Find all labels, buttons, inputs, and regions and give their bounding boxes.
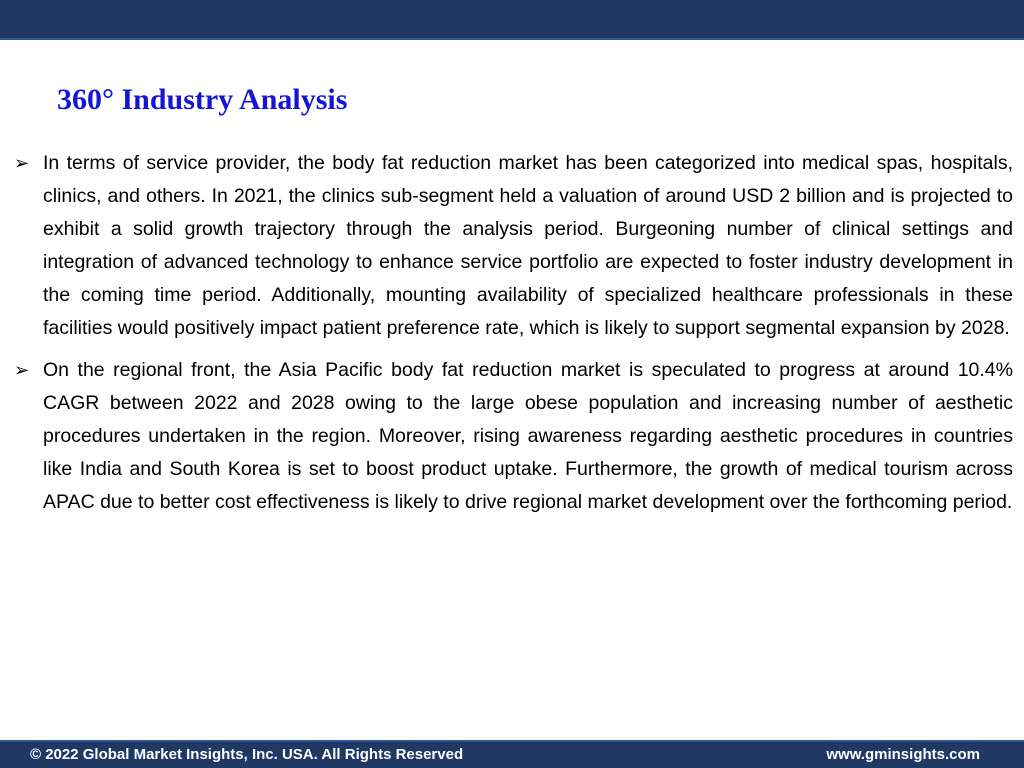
bullet-item-regional xyxy=(14,354,1013,519)
arrow-bullet-icon: ➢ xyxy=(14,360,30,381)
bullet-text: In terms of service provider, the body fat reduction market has been categorized into medical spas, hospitals, clinics, and others. In 2021, the clinics sub-segment held a valuation of around USD 2 billion and is projected to exhibit a solid growth trajectory through the analysis period. Burgeoning number of clinical settings and integration of advanced technology to enhance service portfolio are expected to foster industry development in the coming time period. Additionally, mounting availability of specialized healthcare professionals in these facilities would positively impact patient preference rate, which is likely to support segmental expansion by 2028. xyxy=(43,152,1013,339)
footer-copyright: © 2022 Global Market Insights, Inc. USA. All Rights Reserved xyxy=(30,746,464,763)
slide-title: 360° Industry Analysis xyxy=(57,83,348,116)
footer-bar xyxy=(0,740,1024,768)
bullet-text: On the regional front, the Asia Pacific body fat reduction market is speculated to progress at around 10.4% CAGR between 2022 and 2028 owing to the large obese population and increasing number of aesthetic procedures undertaken in the region. Moreover, rising awareness regarding aesthetic procedures in countries like India and South Korea is set to boost product uptake. Furthermore, the growth of medical tourism across APAC due to better cost effectiveness is likely to drive regional market development over the forthcoming period. xyxy=(43,359,1013,513)
bullet-list xyxy=(14,147,1013,528)
footer-website-link[interactable]: www.gminsights.com xyxy=(826,746,980,763)
header-bar xyxy=(0,0,1024,40)
bullet-item-service-provider xyxy=(14,147,1013,345)
arrow-bullet-icon: ➢ xyxy=(14,153,30,174)
